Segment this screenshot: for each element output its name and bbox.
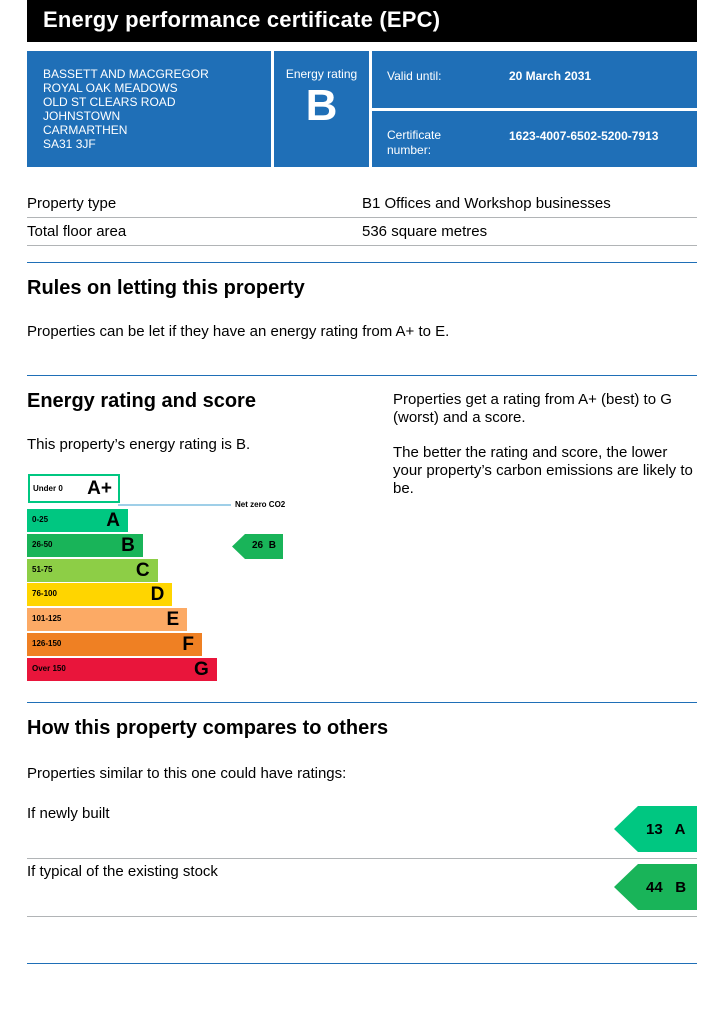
band-letter: G	[194, 658, 209, 680]
certificate-number-box	[372, 111, 697, 167]
band-range: Under 0	[33, 484, 63, 493]
band-letter: F	[182, 634, 194, 655]
band-c	[27, 559, 158, 582]
floor-area-value: 536 square metres	[362, 223, 488, 240]
band-d	[27, 583, 172, 606]
certificate-label-line: number:	[387, 143, 432, 157]
current-rating-letter: B	[268, 540, 276, 551]
compare-heading: How this property compares to others	[27, 717, 389, 739]
property-type-value: B1 Offices and Workshop businesses	[362, 195, 611, 212]
section-divider	[27, 262, 697, 263]
band-range: 101-125	[32, 614, 62, 624]
energy-rating-value: B	[305, 81, 338, 130]
rating-info-2: The better the rating and score, the lower your property’s carbon emissions are likely to be.	[393, 444, 693, 497]
page-title: Energy performance certificate (EPC)	[43, 7, 441, 32]
valid-until-value: 20 March 2031	[509, 69, 592, 83]
typical-stock-score: 44	[646, 879, 663, 896]
current-rating-score: 26	[252, 540, 264, 551]
address-line: BASSETT AND MACGREGOR	[43, 67, 209, 81]
section-divider	[27, 963, 697, 964]
band-e	[27, 608, 187, 631]
band-letter: A+	[87, 478, 112, 499]
address-line: SA31 3JF	[43, 137, 96, 151]
section-divider	[27, 375, 697, 376]
address-line: OLD ST CLEARS ROAD	[43, 95, 176, 109]
band-letter: D	[150, 584, 165, 606]
floor-area-row	[27, 217, 697, 246]
newly-built-letter: A	[674, 821, 686, 838]
compare-intro: Properties similar to this one could have ratings:	[27, 765, 347, 782]
address-line: JOHNSTOWN	[43, 109, 121, 123]
energy-rating-box	[274, 51, 369, 167]
net-zero-line	[118, 504, 231, 506]
address-box	[27, 51, 271, 167]
band-range: 26-50	[32, 539, 53, 549]
property-type-row	[27, 189, 697, 218]
band-letter: A	[106, 510, 120, 531]
band-range: 126-150	[32, 639, 62, 648]
band-range: 0-25	[32, 515, 49, 524]
address-line: ROYAL OAK MEADOWS	[43, 81, 178, 95]
title-bar	[27, 0, 697, 42]
certificate-number-label	[387, 128, 441, 158]
rating-info-1: Properties get a rating from A+ (best) to G (worst) and a score.	[393, 391, 672, 426]
band-a	[27, 509, 128, 532]
energy-rating-label: Energy rating	[285, 67, 358, 81]
letting-heading: Rules on letting this property	[27, 277, 305, 299]
band-letter: C	[135, 559, 150, 581]
rating-statement: This property’s energy rating is B.	[27, 436, 251, 453]
newly-built-score: 13	[646, 821, 663, 838]
certificate-number-value: 1623-4007-6502-5200-7913	[509, 129, 659, 143]
compare-row-new	[27, 800, 697, 859]
address-line: CARMARTHEN	[43, 123, 128, 137]
band-a-plus	[28, 474, 120, 503]
compare-label-new: If newly built	[27, 805, 110, 822]
band-range: 76-100	[32, 589, 57, 599]
band-letter: B	[121, 534, 135, 556]
band-g	[27, 658, 217, 681]
typical-stock-letter: B	[675, 879, 687, 896]
floor-area-label: Total floor area	[27, 223, 127, 240]
band-b	[27, 534, 143, 557]
valid-until-box	[372, 51, 697, 108]
band-f	[27, 633, 202, 656]
current-rating-text	[252, 540, 276, 551]
band-range: Over 150	[32, 663, 66, 673]
address	[43, 67, 209, 151]
section-divider	[27, 702, 697, 703]
typical-stock-rating-text	[646, 879, 686, 896]
certificate-label-line: Certificate	[387, 128, 442, 142]
newly-built-rating-text	[646, 821, 685, 838]
valid-until-label: Valid until:	[387, 69, 442, 83]
band-range: 51-75	[32, 564, 53, 574]
compare-label-typical: If typical of the existing stock	[27, 863, 218, 880]
letting-text: Properties can be let if they have an energy rating from A+ to E.	[27, 323, 450, 340]
band-letter: E	[166, 609, 180, 631]
property-type-label: Property type	[27, 195, 117, 212]
net-zero-label: Net zero CO2	[235, 500, 286, 509]
rating-heading: Energy rating and score	[27, 390, 256, 412]
